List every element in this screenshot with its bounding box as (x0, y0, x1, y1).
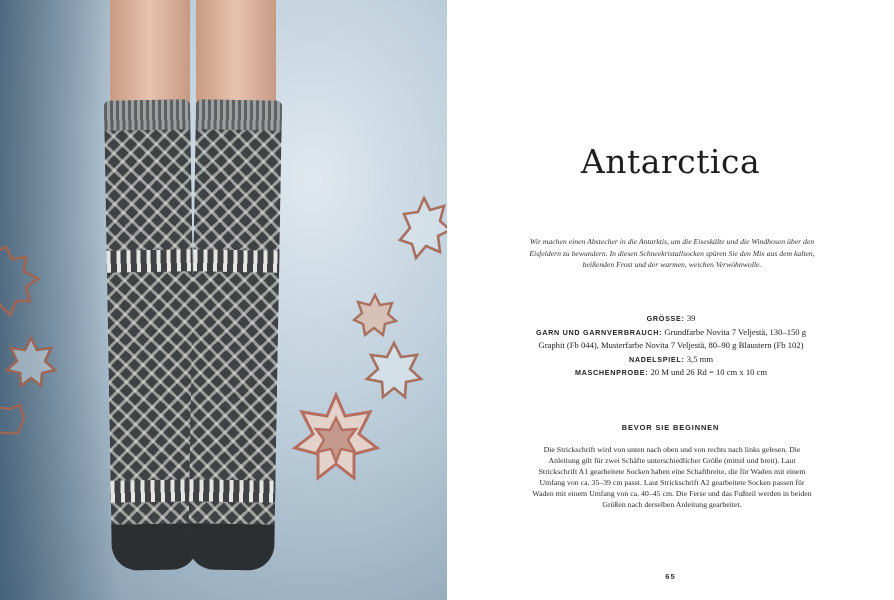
cookie-cutter-icon (292, 392, 380, 484)
sock-cuff (196, 99, 283, 130)
instructions-paragraph: Die Strickschrift wird von unten nach oben und von rechts nach links gelesen. Die Anleitung gilt für zwei Schäfte unterschiedlicher Größe (mittel und breit). Laut Strickschrift A1 gearbeitete Socken haben eine Schaftbreite, die für Waden mit einem Umfang von ca. 35–39 cm passt. Laut Strickschrift A2 gearbeitete Socken passen für Waden mit einem Umfang von ca. 40–45 cm. Die Ferse und das Fußteil werden in beiden Größen nach derselben Anleitung gearbeitet. (532, 445, 812, 509)
right-sock (188, 99, 282, 570)
spec-yarn-value: Grundfarbe Novita 7 Veljestä, 130–150 g Graphit (Fb 044), Musterfarbe Novita 7 Veljestä, 80–90 g Blaustern (Fb 102) (538, 326, 807, 351)
spec-yarn-label: GARN UND GARNVERBRAUCH: (535, 327, 663, 337)
text-page (447, 0, 894, 600)
section-heading: BEVOR SIE BEGINNEN (621, 423, 720, 432)
pattern-specs (523, 312, 819, 380)
left-sock (104, 99, 198, 570)
spec-size-label: GRÖSSE: (646, 314, 685, 323)
sock-pattern-band (111, 479, 197, 502)
page-number: 65 (665, 572, 676, 581)
spec-needles-value: 3,5 mm (686, 353, 714, 364)
sock-pattern-band (107, 249, 193, 272)
intro-paragraph: Wir machen einen Abstecher in die Antarktis, um die Eiseskälte und die Windhosen über den Eisfeldern zu bewundern. In diesen Schneekristallsocken spüren Sie den Mix aus dem kalten, beißenden Frost und der warmen, weichen Verwöhnwolle. (529, 237, 815, 269)
spec-gauge-value: 20 M und 26 Rd = 10 cm x 10 cm (650, 367, 768, 378)
spec-needles (523, 353, 819, 367)
spec-yarn (523, 326, 819, 353)
sock-cuff (104, 99, 191, 130)
spec-needles-label: NADELSPIEL: (628, 354, 685, 364)
sock-toe (188, 523, 275, 570)
cookie-cutter-icon (364, 340, 424, 400)
cookie-cutter-icon (0, 403, 28, 437)
sock-toe (111, 523, 198, 570)
page-title: Antarctica (580, 142, 761, 181)
spec-size-value: 39 (686, 313, 696, 323)
cookie-cutter-icon (4, 335, 58, 389)
sock-pattern-band (189, 479, 275, 502)
cookie-cutter-icon (0, 245, 46, 323)
sock-pattern-band (193, 249, 279, 272)
spec-gauge (523, 366, 819, 380)
spec-size (523, 312, 819, 326)
cookie-cutter-icon (398, 196, 447, 262)
cookie-cutter-icon (352, 293, 398, 337)
spec-gauge-label: MASCHENPROBE: (574, 368, 649, 378)
